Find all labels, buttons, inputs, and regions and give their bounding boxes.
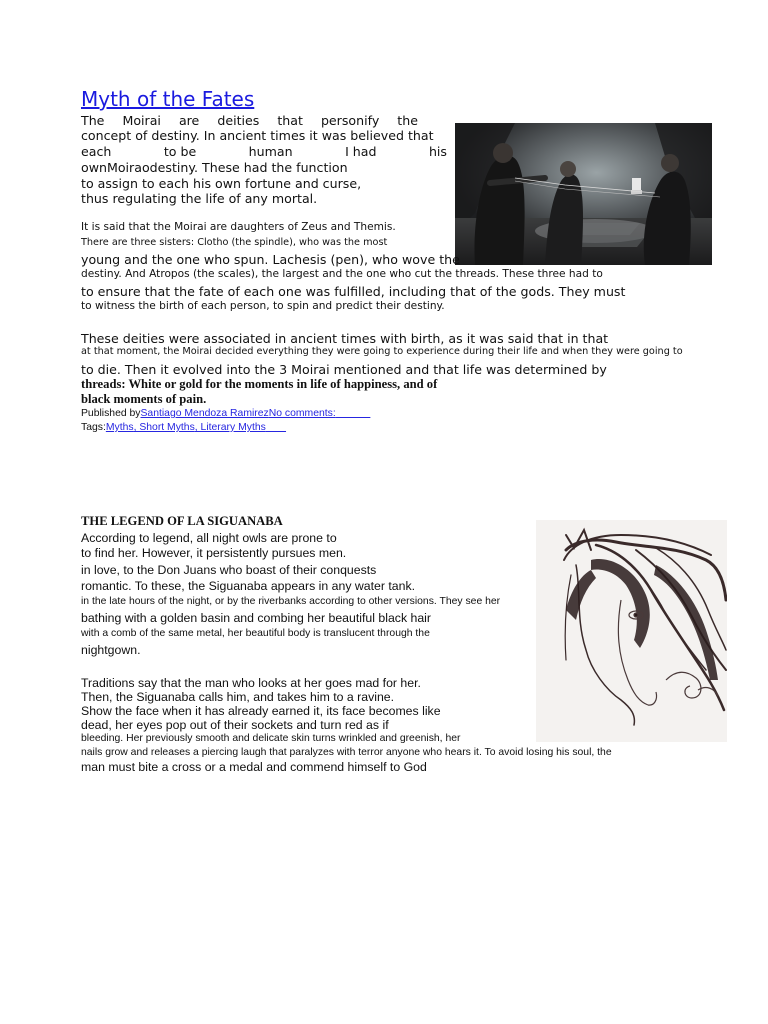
siguanaba-p2-line-7: man must bite a cross or a medal and commend himself to God <box>81 760 427 774</box>
siguanaba-p2-line-1: Traditions say that the man who looks at her goes mad for her. <box>81 676 421 690</box>
siguanaba-sketch-image <box>536 520 727 742</box>
siguanaba-line-2: to find her. However, it persistently pursues men. <box>81 546 347 560</box>
page-title[interactable]: Myth of the Fates <box>81 87 255 111</box>
siguanaba-line-5: in the late hours of the night, or by the riverbanks according to other versions. They see her <box>81 596 501 607</box>
fates-p3-line-5: black moments of pain. <box>81 392 207 406</box>
fates-line-5: to assign to each his own fortune and curse, <box>81 176 362 191</box>
siguanaba-p2-line-4: dead, her eyes pop out of their sockets and turn red as if <box>81 718 389 732</box>
fates-p2-line-2: There are three sisters: Clotho (the spindle), who was the most <box>81 237 388 248</box>
siguanaba-line-4: romantic. To these, the Siguanaba appears in any water tank. <box>81 579 416 593</box>
siguanaba-line-6: bathing with a golden basin and combing her beautiful black hair <box>81 611 432 625</box>
siguanaba-line-3: in love, to the Don Juans who boast of their conquests <box>81 563 377 577</box>
section-title: THE LEGEND OF LA SIGUANABA <box>81 514 283 528</box>
fates-line-3: each to be human I had his <box>81 144 447 159</box>
siguanaba-line-1: According to legend, all night owls are prone to <box>81 531 337 545</box>
published-prefix: Published by <box>81 408 141 419</box>
siguanaba-p2-line-3: Show the face when it has already earned it, its face becomes like <box>81 704 441 718</box>
fates-line-6: thus regulating the life of any mortal. <box>81 191 318 206</box>
tag-myths-link[interactable]: Myths <box>105 422 134 433</box>
author-link[interactable]: Santiago Mendoza Ramirez <box>140 408 269 419</box>
fates-p2-line-1: It is said that the Moirai are daughters of Zeus and Themis. <box>81 221 396 233</box>
fates-line-2: concept of destiny. In ancient times it was believed that <box>81 128 434 143</box>
fates-p2-line-6: to witness the birth of each person, to spin and predict their destiny. <box>81 300 445 312</box>
fates-p3-line-4: threads: White or gold for the moments in life of happiness, and of <box>81 377 438 391</box>
tags-line <box>81 421 286 434</box>
moirai-painting-icon <box>455 123 712 265</box>
siguanaba-p2-line-5: bleeding. Her previously smooth and delicate skin turns wrinkled and greenish, her <box>81 733 461 744</box>
moirai-painting-image <box>455 123 712 265</box>
fates-p2-line-5: to ensure that the fate of each one was fulfilled, including that of the gods. They must <box>81 284 626 299</box>
fates-p3-line-3: to die. Then it evolved into the 3 Moirai mentioned and that life was determined by <box>81 362 607 377</box>
horse-sketch-icon <box>536 520 727 742</box>
fates-p2-line-3: young and the one who spun. Lachesis (pen), who wove the <box>81 252 460 267</box>
siguanaba-p2-line-2: Then, the Siguanaba calls him, and takes him to a ravine. <box>81 690 395 704</box>
comments-link[interactable]: No comments: <box>268 408 336 419</box>
tag-literary-myths-link[interactable]: , Literary Myths <box>194 422 266 433</box>
fates-line-1: The Moirai are deities that personify the <box>81 113 418 128</box>
tag-short-myths-link[interactable]: , Short Myths <box>133 422 195 433</box>
fates-line-4: ownMoiraodestiny. These had the function <box>81 160 348 175</box>
fates-p2-line-4: destiny. And Atropos (the scales), the largest and the one who cut the threads. These three had to <box>81 268 603 280</box>
siguanaba-p2-line-6: nails grow and releases a piercing laugh that paralyzes with terror anyone who hears it. To avoid losing his soul, the <box>81 747 612 758</box>
fates-p3-line-1: These deities were associated in ancient times with birth, as it was said that in that <box>81 331 609 346</box>
fates-p3-line-2: at that moment, the Moirai decided everything they were going to experience during their life and when they were going to <box>81 346 683 357</box>
siguanaba-line-8: nightgown. <box>81 643 141 657</box>
siguanaba-line-7: with a comb of the same metal, her beautiful body is translucent through the <box>81 628 430 639</box>
tags-prefix: Tags: <box>81 422 106 433</box>
published-line <box>81 407 370 420</box>
